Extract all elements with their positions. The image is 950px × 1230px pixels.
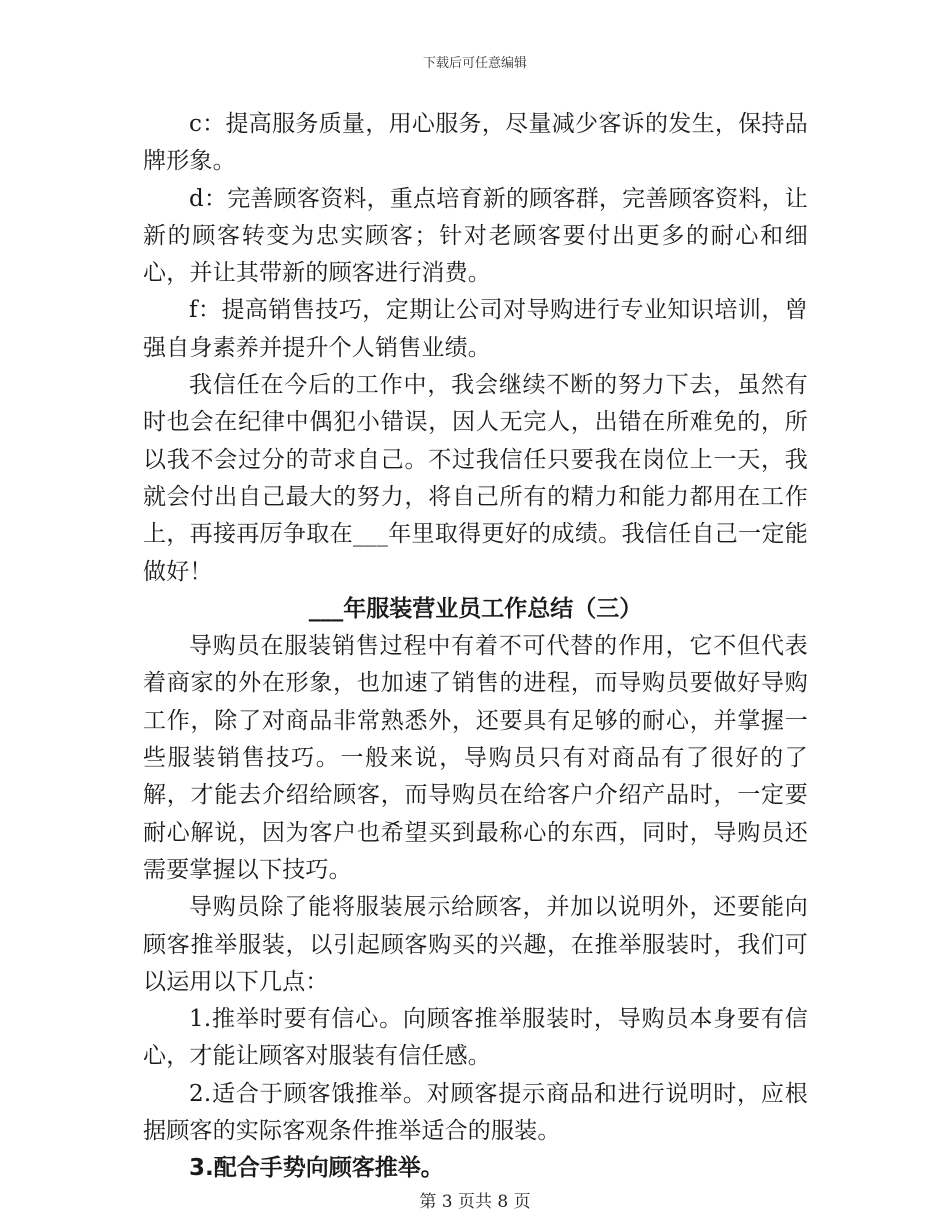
paragraph-c: c：提高服务质量，用心服务，尽量减少客诉的发生，保持品牌形象。 [143, 111, 808, 175]
page-header: 下载后可任意编辑 [422, 56, 527, 71]
paragraph-f: f：提高销售技巧，定期让公司对导购进行专业知识培训，曾强自身素养并提升个人销售业绩。 [143, 297, 808, 361]
list-item-3-bold: 3.配合手势向顾客推举。 [189, 1155, 444, 1182]
list-item-1: 1.推举时要有信心。向顾客推举服装时，导购员本身要有信心，才能让顾客对服装有信任感。 [143, 1006, 808, 1070]
document-body [143, 106, 808, 1188]
section-title: ___年服装营业员工作总结（三） [308, 595, 643, 622]
list-item-2: 2.适合于顾客饿推举。对顾客提示商品和进行说明时，应根据顾客的实际客观条件推举适合的服装。 [143, 1080, 808, 1145]
paragraph-d: d：完善顾客资料，重点培育新的顾客群，完善顾客资料，让新的顾客转变为忠实顾客；针对老顾客要付出更多的耐心和细心，并让其带新的顾客进行消费。 [143, 185, 808, 287]
page-footer: 第 3 页共 8 页 [419, 1192, 531, 1212]
paragraph-conclusion: 我信任在今后的工作中，我会继续不断的努力下去，虽然有时也会在纪律中偶犯小错误，因人无完人，出错在所难免的，所以我不会过分的苛求自己。不过我信任只要我在岗位上一天，我就会付出自己最大的努力，将自己所有的精力和能力都用在工作上，再接再厉争取在___年里取得更好的成绩。我信任自己一定能做好！ [143, 372, 808, 585]
paragraph-recommend: 导购员除了能将服装展示给顾客，并加以说明外，还要能向顾客推举服装，以引起顾客购买的兴趣，在推举服装时，我们可以运用以下几点： [143, 894, 808, 995]
paragraph-intro: 导购员在服装销售过程中有着不可代替的作用，它不但代表着商家的外在形象，也加速了销售的进程，而导购员要做好导购工作，除了对商品非常熟悉外，还要具有足够的耐心，并掌握一些服装销售技巧。一般来说，导购员只有对商品有了很好的了解，才能去介绍给顾客，而导购员在给客户介绍产品时，一定要耐心解说，因为客户也希望买到最称心的东西，同时，导购员还需要掌握以下技巧。 [143, 633, 808, 883]
